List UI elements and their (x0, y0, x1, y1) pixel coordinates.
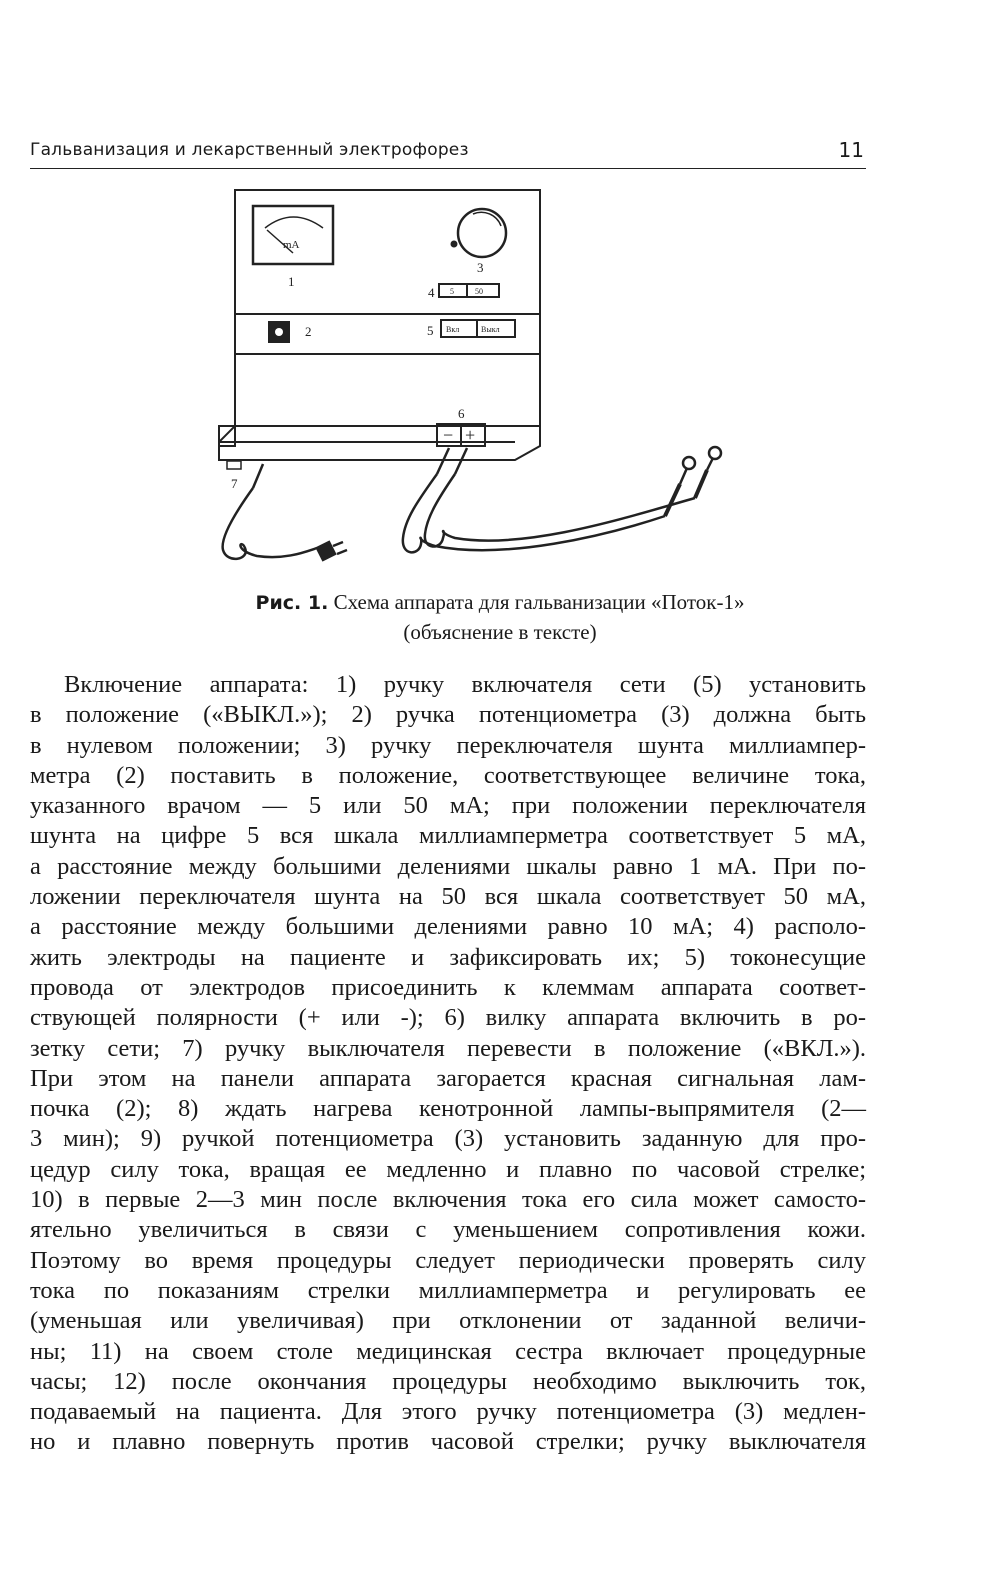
text-line: 10) в первые 2—3 мин после включения тока его сила может самосто- (30, 1186, 866, 1214)
callout-2: 2 (305, 324, 312, 339)
mains-plug (317, 542, 335, 560)
callout-5: 5 (427, 323, 434, 338)
milliammeter (253, 206, 333, 264)
callout-1: 1 (288, 274, 295, 289)
apparatus-drawing (205, 178, 735, 578)
text-line: ны; 11) на своем столе медицинская сестра включает процедурные (30, 1337, 866, 1365)
shunt-label-5: 5 (450, 287, 454, 296)
mains-socket (227, 461, 241, 469)
callout-4: 4 (428, 285, 435, 300)
power-switch-on-label: Вкл (446, 325, 460, 334)
text-line: шунта на цифре 5 вся шкала миллиамперметра соответствует 5 мА, (30, 822, 866, 850)
text-line: часы; 12) после окончания процедуры необходимо выключить ток, (30, 1367, 866, 1395)
running-title: Гальванизация и лекарственный электрофорез (30, 140, 469, 160)
page-number: 11 (838, 138, 864, 162)
shunt-label-50: 50 (475, 287, 483, 296)
shunt-switch (439, 284, 499, 297)
text-line: метра (2) поставить в положение, соответствующее величине тока, (30, 761, 866, 789)
caption-line-2: (объяснение в тексте) (403, 620, 597, 644)
electrode-clip-2 (709, 447, 721, 459)
text-line: ствующей полярности (+ или -); 6) вилку аппарата включить в ро- (30, 1004, 866, 1032)
potentiometer-knob (452, 209, 507, 257)
text-line: (уменьшая или увеличивая) при отклонении от заданной величи- (30, 1307, 866, 1335)
text-line: но и плавно повернуть против часовой стрелки; ручку выключателя (30, 1428, 866, 1456)
text-line: 3 мин); 9) ручкой потенциометра (3) установить заданную для про- (30, 1125, 866, 1153)
text-line: подаваемый на пациента. Для этого ручку потенциометра (3) медлен- (30, 1398, 866, 1426)
body-paragraph (30, 670, 866, 1458)
terminal-plus: + (465, 425, 476, 445)
text-line: цедур силу тока, вращая ее медленно и плавно по часовой стрелке; (30, 1155, 866, 1183)
text-line: а расстояние между большими делениями равно 10 мА; 4) располо- (30, 913, 866, 941)
text-line: а расстояние между большими делениями шкалы равно 1 мА. При по- (30, 852, 866, 880)
mains-cord (223, 464, 347, 560)
meter-unit-label: mA (283, 239, 300, 251)
text-line: Поэтому во время процедуры следует периодически проверять силу (30, 1246, 866, 1274)
text-line: в нулевом положении; 3) ручку переключателя шунта миллиампер- (30, 731, 866, 759)
running-header (30, 138, 866, 169)
callout-6: 6 (458, 406, 465, 421)
text-line: зетку сети; 7) ручку выключателя перевести в положение («ВКЛ.»). (30, 1034, 866, 1062)
callout-7: 7 (231, 476, 238, 491)
figure-apparatus-diagram (205, 178, 735, 578)
electrode-leads (403, 447, 721, 552)
text-line: ложении переключателя шунта на 50 вся шкала соответствует 50 мА, (30, 883, 866, 911)
caption-line-1 (0, 588, 1000, 618)
caption-text: Схема аппарата для гальванизации «Поток-1» (333, 590, 745, 614)
electrode-clip-1 (683, 457, 695, 469)
power-switch-off-label: Выкл (481, 325, 500, 334)
text-line: Включение аппарата: 1) ручку включателя сети (5) установить (64, 671, 866, 698)
caption-label: Рис. 1. (255, 592, 329, 614)
figure-caption (0, 588, 1000, 647)
text-line: тока по показаниям стрелки миллиамперметра и регулировать ее (30, 1276, 866, 1304)
text-line: При этом на панели аппарата загорается красная сигнальная лам- (30, 1064, 866, 1092)
text-line: провода от электродов присоединить к клеммам аппарата соответ- (30, 973, 866, 1001)
text-line: указанного врачом — 5 или 50 мА; при положении переключателя (30, 792, 866, 820)
text-line: почка (2); 8) ждать нагрева кенотронной лампы-выпрямителя (2— (30, 1095, 866, 1123)
terminal-minus: − (443, 425, 454, 445)
knob-indicator-dot (452, 242, 457, 247)
text-line: ятельно увеличиться в связи с уменьшением сопротивления кожи. (30, 1216, 866, 1244)
callout-3: 3 (477, 260, 484, 275)
device-outline (219, 190, 540, 446)
text-line: в положение («ВЫКЛ.»); 2) ручка потенциометра (3) должна быть (30, 701, 866, 729)
text-line: жить электроды на пациенте и зафиксировать их; 5) токонесущие (30, 943, 866, 971)
power-switch (441, 320, 515, 337)
